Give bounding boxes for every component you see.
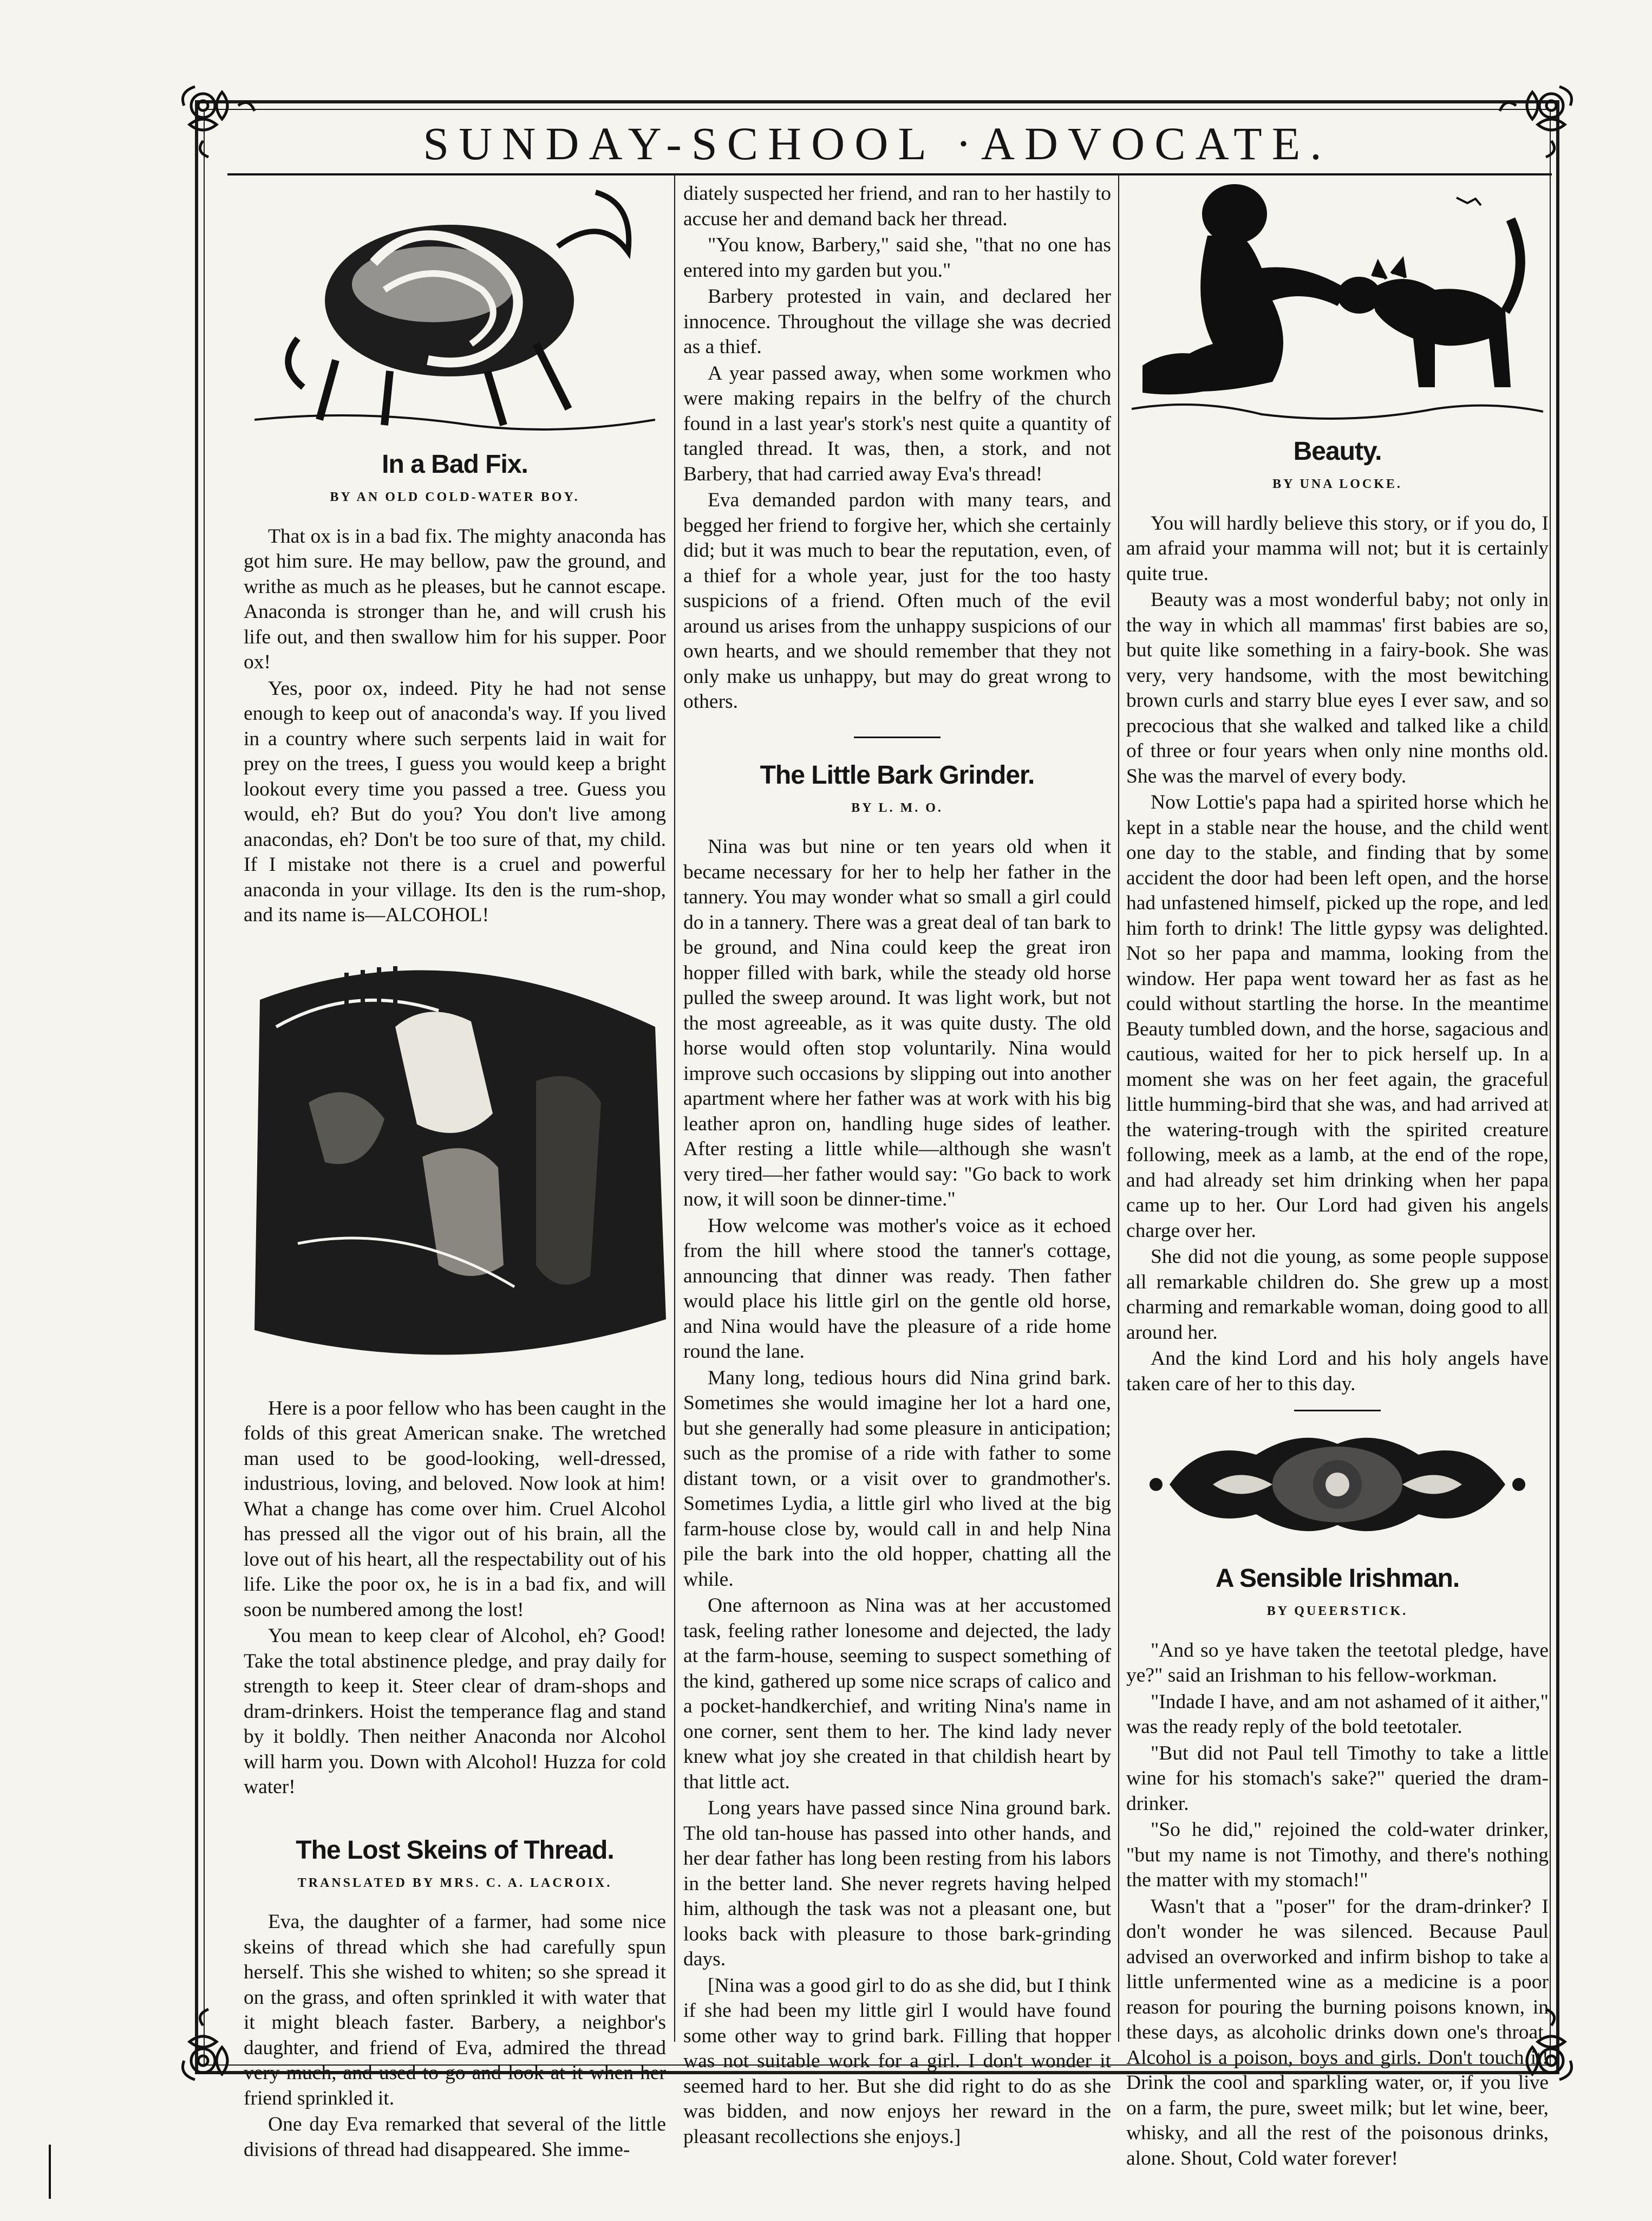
- paragraph: One day Eva remarked that several of the little divisions of thread had disappeared. She imme-: [244, 2113, 666, 2161]
- paragraph: diately suspected her friend, and ran to her hastily to accuse her and demand back her thread.: [683, 183, 1111, 230]
- column-rule-2: [1118, 173, 1119, 2042]
- paragraph: Barbery protested in vain, and declared her innocence. Throughout the village she was decried as a thief.: [683, 285, 1111, 358]
- paragraph: A year passed away, when some workmen who were making repairs in the belfry of the church found in a last year's stork's nest quite a quantity of tangled thread. It was, then, a stork, and not Barbery, that had carried away Eva's thread!: [683, 362, 1111, 485]
- paragraph: "But did not Paul tell Timothy to take a little wine for his stomach's sake?" queried the dram-drinker.: [1126, 1742, 1549, 1815]
- byline-bad-fix: BY AN OLD COLD-WATER BOY.: [330, 490, 580, 504]
- paragraph: Eva, the daughter of a farmer, had some nice skeins of thread which she had carefully spun herself. This she wished to whiten; so she spread it on the grass, and often sprinkled it with water that it might bleach faster. Barbery, a neighbor's daughter, and friend of Eva, admired the thread very much, and used to go and look at it when her friend sprinkled it.: [244, 1911, 666, 2109]
- paragraph: "So he did," rejoined the cold-water drinker, "but my name is not Timothy, and there's nothing the matter with my stomach!": [1126, 1819, 1549, 1891]
- paragraph: And the kind Lord and his holy angels have taken care of her to this day.: [1126, 1347, 1549, 1395]
- column-3: [1126, 181, 1549, 2171]
- child-and-cat-silhouette: [1132, 181, 1543, 431]
- paragraph: Long years have passed since Nina ground bark. The old tan-house has passed into other hands, and her dear father has long been resting from his labors in the better land. She never regrets having helped him, although the task was not a pleasant one, but looks back with pleasure to those bark-grinding days.: [683, 1797, 1111, 1970]
- paragraph: "And so ye have taken the teetotal pledge, have ye?" said an Irishman to his fellow-workman.: [1126, 1639, 1549, 1686]
- masthead-title: SUNDAY-SCHOOL ·ADVOCATE.: [423, 118, 1331, 170]
- paragraph: Now Lottie's papa had a spirited horse which he kept in a stable near the house, and the child went one day to the stable, and finding that by some accident the door had been left open, and the horse had unfastened himself, picked up the rope, and led him forth to drink! The little gypsy was delighted. Not so her papa and mamma, looking from the window. Her papa went toward her as fast as he could without startling the horse. In the meantime Beauty tumbled down, and the horse, sagacious and cautious, waited for her to pick herself up. In a moment she was on her feet again, the graceful little humming-bird that she was, and had arrived at the watering-trough with the spirited creature following, meek as a lamb, at the end of the rope, and had already set him drinking when her papa came up to her. Our Lord had given his angels charge over her.: [1126, 791, 1549, 1242]
- article-title-beauty: Beauty.: [1293, 437, 1382, 466]
- byline-beauty: BY UNA LOCKE.: [1272, 477, 1402, 491]
- drunkard-snake-illustration: [244, 940, 666, 1384]
- paragraph: How welcome was mother's voice as it echoed from the hill where stood the tanner's cottage, announcing that dinner was ready. Then father would place his little girl on the gentle old horse, and Nina would have the pleasure of a ride home round the lane.: [683, 1214, 1111, 1363]
- margin-mark: [49, 2145, 51, 2199]
- ox-anaconda-illustration: [254, 181, 655, 441]
- paragraph: Here is a poor fellow who has been caught in the folds of this great American snake. The wretched man used to be good-looking, well-dressed, industrious, loving, and beloved. Now look at him! What a change has come over him. Cruel Alcohol has pressed all the vigor out of his brain, all the love out of his heart, all the respectability out of his life. Like the poor ox, he is in a bad fix, and will soon be numbered among the lost!: [244, 1397, 666, 1621]
- masthead-rule: [227, 173, 1552, 175]
- ornamental-cartouche: [1148, 1428, 1527, 1541]
- paragraph: Wasn't that a "poser" for the dram-drinker? I don't wonder he was silenced. Because Paul advised an overworked and infirm bishop to take a little unfermented wine as a medicine is a poor reason for pouring the burning poisons known, in these days, as alcoholic drinks down one's throat. Alcohol is a poison, boys and girls. Don't touch it! Drink the cool and sparkling water, or, if you live on a farm, the pure, sweet milk; but let wine, beer, whisky, and all the rest of the poisonous drinks, alone. Shout, Cold water forever!: [1126, 1895, 1549, 2170]
- paragraph: You will hardly believe this story, or if you do, I am afraid your mamma will not; but it is certainly quite true.: [1126, 512, 1549, 585]
- paragraph: [Nina was a good girl to do as she did, but I think if she had been my little girl I would have found some other way to grind bark. Filling that hopper was not suitable work for a girl. I don't wonder it seemed hard to her. But she did right to do as she was bidden, and now enjoys her reward in the pleasant recollections she enjoys.]: [683, 1974, 1111, 2148]
- column-1: [244, 181, 666, 2163]
- paragraph: That ox is in a bad fix. The mighty anaconda has got him sure. He may bellow, paw the ground, and writhe as much as he pleases, but he cannot escape. Anaconda is stronger than he, and will crush his life out, and then swallow him for his supper. Poor ox!: [244, 525, 666, 673]
- paragraph: "Indade I have, and am not ashamed of it aither," was the ready reply of the bold teetotaler.: [1126, 1690, 1549, 1738]
- paragraph: "You know, Barbery," said she, "that no one has entered into my garden but you.": [683, 234, 1111, 282]
- paragraph: Yes, poor ox, indeed. Pity he had not sense enough to keep out of anaconda's way. If you lived in a country where such serpents laid in wait for prey on the trees, I guess you would keep a bright lookout every time you passed a tree. Guess you would, eh? But do you? You don't live among anacondas, eh? Don't be too sure of that, my child. If I mistake not there is a cruel and powerful anaconda in your village. Its den is the rum-shop, and its name is—ALCOHOL!: [244, 677, 666, 926]
- article-title-bad-fix: In a Bad Fix.: [382, 450, 528, 479]
- paragraph: Beauty was a most wonderful baby; not only in the way in which all mammas' first babies are so, but quite like something in a fairy-book. She was very, very handsome, with the most bewitching brown curls and starry blue eyes I ever saw, and so precocious that she walked and talked like a child of three or four years when only nine months old. She was the marvel of every body.: [1126, 589, 1549, 787]
- section-separator: [854, 737, 941, 738]
- paragraph: She did not die young, as some people suppose all remarkable children do. She grew up a most charming and remarkable woman, doing good to all around her.: [1126, 1246, 1549, 1344]
- article-title-irishman: A Sensible Irishman.: [1215, 1564, 1460, 1593]
- paragraph: You mean to keep clear of Alcohol, eh? Good! Take the total abstinence pledge, and pray daily for strength to keep it. Steer clear of dram-shops and dram-drinkers. Hoist the temperance flag and stand by it boldly. Then neither Anaconda nor Alcohol will harm you. Down with Alcohol! Huzza for cold water!: [244, 1625, 666, 1798]
- paragraph: Eva demanded pardon with many tears, and begged her friend to forgive her, which she certainly did; but it was much to bear the reputation, even, of a thief for a whole year, just for the too hasty suspicions of a friend. Often much of the evil around us arises from the unhappy suspicions of our own hearts, and we should remember that they not only make us unhappy, but may do great wrong to others.: [683, 489, 1111, 713]
- paragraph: Many long, tedious hours did Nina grind bark. Sometimes she would imagine her lot a hard one, but she generally had some pleasure in anticipation; such as the promise of a ride with father to some distant town, or a visit over to grandmother's. Sometimes Lydia, a little girl who lived at the big farm-house close by, would call in and help Nina pile the bark into the old hopper, chatting all the while.: [683, 1366, 1111, 1591]
- paragraph: One afternoon as Nina was at her accustomed task, feeling rather lonesome and dejected, the lady at the farm-house, seeming to suspect something of the kind, gathered up some nice scraps of calico and a pocket-handkerchief, and writing Nina's name in one corner, sent them to her. The kind lady never knew what joy she created in that childish heart by that little act.: [683, 1594, 1111, 1793]
- byline-irishman: BY QUEERSTICK.: [1266, 1604, 1408, 1618]
- byline-skeins: TRANSLATED BY MRS. C. A. LACROIX.: [297, 1875, 612, 1890]
- byline-bark: BY L. M. O.: [851, 800, 943, 815]
- article-title-skeins: The Lost Skeins of Thread.: [296, 1835, 614, 1865]
- section-separator: [1294, 1410, 1381, 1411]
- paragraph: Nina was but nine or ten years old when it became necessary for her to help her father in the tannery. You may wonder what so small a girl could do in a tannery. There was a great deal of tan bark to be ground, and Nina could keep the great iron hopper filled with bark, while the steady old horse pulled the sweep around. It was light work, but not the most agreeable, as it was quite dusty. The old horse would often stop voluntarily. Nina would improve such occasions by slipping out into another apartment where her father was at work with his big leather apron on, handling huge sides of leather. After resting a little while—although she wasn't very tired—her father would say: "Go back to work now, it will soon be dinner-time.": [683, 836, 1111, 1210]
- column-2: [683, 181, 1111, 2150]
- article-title-bark: The Little Bark Grinder.: [760, 760, 1035, 790]
- column-rule-1: [674, 173, 675, 2042]
